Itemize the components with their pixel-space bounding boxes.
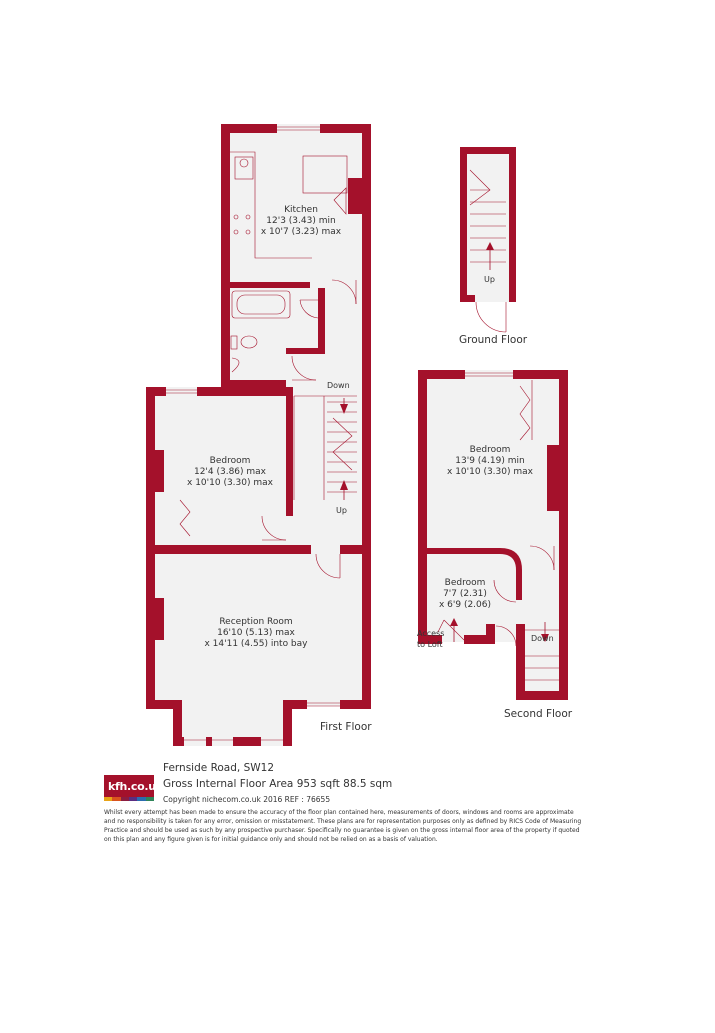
- first-bedroom-dim1: 12'4 (3.86) max: [193, 467, 267, 477]
- kfh-logo-colour-bar: [104, 797, 154, 801]
- second-bedroom-small-label: [430, 578, 500, 611]
- gross-internal-area: Gross Internal Floor Area 953 sqft 88.5 sqm: [163, 778, 393, 790]
- second-bedroom-large-dim1: 13'9 (4.19) min: [455, 456, 525, 466]
- ground-floor-plan: [460, 147, 516, 332]
- ground-floor-up-label: Up: [484, 275, 495, 284]
- reception-room-dim1: 16'10 (5.13) max: [217, 628, 295, 638]
- second-floor-title: Second Floor: [504, 708, 573, 720]
- kfh-logo: [104, 775, 163, 801]
- second-floor-down-label: Down: [531, 634, 554, 643]
- second-floor-plan: [418, 370, 568, 700]
- ground-floor-title: Ground Floor: [459, 334, 528, 346]
- reception-room-dim2: x 14'11 (4.55) into bay: [204, 639, 308, 649]
- second-bedroom-large-dim2: x 10'10 (3.30) max: [447, 467, 533, 477]
- kitchen-dim2: x 10'7 (3.23) max: [260, 227, 342, 237]
- kitchen-dim1: 12'3 (3.43) min: [266, 216, 336, 226]
- copyright-notice: Copyright nichecom.co.uk 2016 REF : 76655: [163, 795, 331, 804]
- access-to-loft-line2: to Loft: [417, 640, 443, 649]
- kitchen-label: [256, 205, 346, 238]
- reception-room-label: [196, 617, 316, 650]
- first-floor-down-label: Down: [327, 381, 350, 390]
- access-to-loft-line1: Access: [417, 629, 445, 638]
- first-bedroom-label: [180, 456, 280, 489]
- kfh-logo-text: kfh.co.uk: [108, 780, 163, 793]
- first-floor-title: First Floor: [320, 721, 372, 733]
- second-bedroom-small-name: Bedroom: [444, 578, 486, 588]
- first-bedroom-dim2: x 10'10 (3.30) max: [187, 478, 273, 488]
- disclaimer-text: Whilst every attempt has been made to ensure the accuracy of the floor plan contained here, measurements of doors, windows and rooms are approximate and no responsibility is taken for any error, omission or misstatement. These plans are for representation purposes only as defined by RICS Code of Measuring Practice and should be used as such by any prospective purchaser. Specifically no guarantee is given on the gross internal floor area of the property if quoted on this plan and any figure given is for initial guidance only and should not be relied on as a basis of valuation.: [104, 809, 582, 843]
- second-bedroom-large-name: Bedroom: [469, 445, 511, 455]
- reception-room-name: Reception Room: [219, 617, 293, 627]
- access-to-loft-label: [417, 628, 444, 650]
- second-bedroom-small-dim2: x 6'9 (2.06): [438, 600, 492, 610]
- second-bedroom-small-dim1: 7'7 (2.31): [443, 589, 487, 599]
- first-floor-up-label: Up: [336, 506, 347, 515]
- property-address: Fernside Road, SW12: [163, 762, 274, 774]
- first-bedroom-name: Bedroom: [209, 456, 251, 466]
- second-bedroom-large-label: [440, 445, 540, 478]
- kitchen-name: Kitchen: [284, 205, 318, 215]
